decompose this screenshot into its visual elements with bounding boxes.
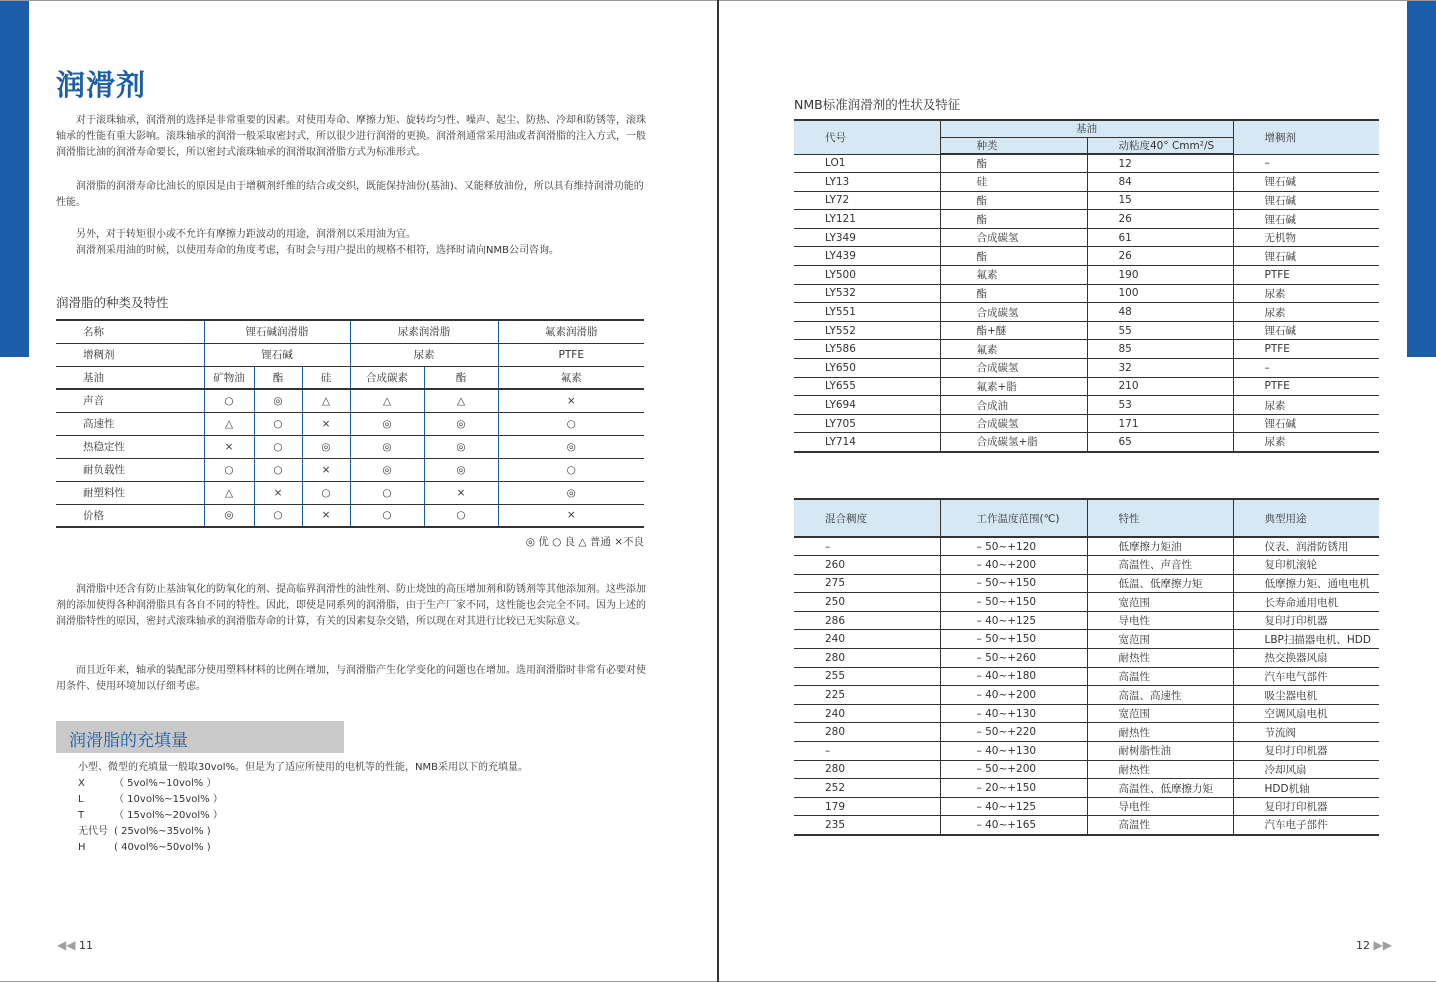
consistency-cell: 179 (794, 797, 940, 816)
rating-cell: ◎ (350, 435, 424, 458)
consistency-cell: 255 (794, 667, 940, 686)
fill-code: 无代号 (78, 826, 108, 837)
thickener-cell: 锂石碱 (1233, 210, 1379, 229)
thickener-cell: – (1233, 359, 1379, 378)
rating-cell: ○ (204, 458, 254, 481)
rating-legend: ◎ 优 ○ 良 △ 普通 ×不良 (525, 536, 644, 548)
fill-range: ( 40vol%~50vol% ) (114, 842, 211, 853)
viscosity-cell: 12 (1087, 154, 1233, 173)
thickener-cell: 尿素 (1233, 284, 1379, 303)
feature-cell: 耐树脂性油 (1087, 742, 1233, 761)
type-cell: 合成碳氢 (940, 303, 1087, 322)
usage-cell: 复印打印机器 (1233, 742, 1379, 761)
application-row (794, 630, 1379, 649)
fill-code: H (78, 842, 86, 853)
feature-cell: 高温性、声音性 (1087, 556, 1233, 575)
intro-text-4: 润滑剂采用油的时候，以使用寿命的角度考虑，有时会与用户提出的规格不相符，选择时请向NMB公司咨询。 (76, 245, 559, 256)
thickener-cell: 锂石碱 (1233, 321, 1379, 340)
page-number-left (57, 938, 93, 952)
viscosity-cell: 26 (1087, 210, 1233, 229)
code-cell: LY72 (794, 191, 940, 210)
rating-cell: ○ (204, 389, 254, 412)
grease-property-row (56, 504, 644, 527)
header-viscosity: 动粘度40° Cmm²/S (1087, 137, 1233, 154)
thickener-cell: 尿素 (1233, 396, 1379, 415)
code-cell: LY586 (794, 340, 940, 359)
intro-paragraph-3 (56, 227, 646, 259)
consistency-cell: 225 (794, 686, 940, 705)
temp-cell: – 20~+150 (940, 779, 1087, 798)
application-row (794, 574, 1379, 593)
thickener-cell: PTFE (1233, 377, 1379, 396)
consistency-cell: 240 (794, 704, 940, 723)
header-thickener: 增稠剂 (1233, 120, 1379, 154)
rating-cell: ◎ (350, 412, 424, 435)
code-cell: LY655 (794, 377, 940, 396)
code-cell: LY121 (794, 210, 940, 229)
temp-cell: – 50~+150 (940, 630, 1087, 649)
temp-cell: – 40~+130 (940, 704, 1087, 723)
rating-cell: ○ (254, 458, 302, 481)
intro-paragraph-1 (56, 113, 646, 161)
feature-cell: 宽范围 (1087, 704, 1233, 723)
viscosity-cell: 48 (1087, 303, 1233, 322)
usage-cell: 汽车电子部件 (1233, 816, 1379, 835)
property-label: 价格 (56, 504, 204, 527)
rating-cell: △ (302, 389, 350, 412)
feature-cell: 高温性 (1087, 816, 1233, 835)
temp-cell: – 40~+125 (940, 797, 1087, 816)
lubricant-row (794, 247, 1379, 266)
usage-cell: 汽车电气部件 (1233, 667, 1379, 686)
table2-body (794, 537, 1379, 835)
rating-cell: ○ (254, 435, 302, 458)
rating-cell: ○ (350, 504, 424, 527)
thickener-cell: – (1233, 154, 1379, 173)
rating-cell: ○ (498, 458, 644, 481)
grease-property-row (56, 412, 644, 435)
intro-text-2: 润滑脂的润滑寿命比油长的原因是由于增稠剂纤维的结合或交织，既能保持油份(基油)、又能释放油份，所以具有维持润滑功能的性能。 (56, 181, 644, 208)
temp-cell: – 40~+180 (940, 667, 1087, 686)
property-label: 耐塑料性 (56, 481, 204, 504)
consistency-cell: – (794, 742, 940, 761)
header-type: 种类 (940, 137, 1087, 154)
header-temp-range: 工作温度范围(℃) (940, 499, 1087, 537)
consistency-cell: 275 (794, 574, 940, 593)
feature-cell: 耐热性 (1087, 649, 1233, 668)
usage-cell: 冷却风扇 (1233, 760, 1379, 779)
thickener-cell: PTFE (498, 343, 644, 366)
type-cell: 合成碳氢 (940, 228, 1087, 247)
right-blue-bar (1407, 1, 1436, 357)
fill-amount-header (56, 721, 344, 753)
thickener-cell: 锂石碱 (1233, 247, 1379, 266)
code-cell: LY705 (794, 414, 940, 433)
application-row (794, 686, 1379, 705)
type-cell: 酯 (940, 154, 1087, 173)
lubricant-row (794, 284, 1379, 303)
application-row (794, 742, 1379, 761)
page-title: 润滑剂 (56, 68, 147, 102)
temp-cell: – 50~+220 (940, 723, 1087, 742)
rating-cell: ◎ (254, 389, 302, 412)
rating-cell: × (302, 412, 350, 435)
row-label: 名称 (56, 320, 204, 343)
type-cell: 氟素 (940, 266, 1087, 285)
feature-cell: 高温性 (1087, 667, 1233, 686)
grease-property-row (56, 458, 644, 481)
application-row (794, 704, 1379, 723)
fill-amount-title: 润滑脂的充填量 (69, 731, 188, 751)
grease-name-cell: 锂石碱润滑脂 (204, 320, 350, 343)
intro-paragraph-2 (56, 179, 646, 211)
feature-cell: 低摩擦力矩油 (1087, 537, 1233, 556)
fill-amount-row (78, 824, 528, 840)
viscosity-cell: 32 (1087, 359, 1233, 378)
type-cell: 酯 (940, 191, 1087, 210)
fill-code: T (78, 810, 85, 821)
viscosity-cell: 171 (1087, 414, 1233, 433)
feature-cell: 耐热性 (1087, 723, 1233, 742)
feature-cell: 高温、高速性 (1087, 686, 1233, 705)
code-cell: LY714 (794, 433, 940, 452)
body-paragraph-2 (56, 663, 646, 695)
base-oil-row (56, 366, 644, 389)
thickener-cell: PTFE (1233, 340, 1379, 359)
temp-cell: – 40~+125 (940, 611, 1087, 630)
application-row (794, 611, 1379, 630)
lubricant-row (794, 154, 1379, 173)
lubricant-row (794, 303, 1379, 322)
rating-cell: × (254, 481, 302, 504)
lubricant-row (794, 396, 1379, 415)
grease-name-cell: 氟素润滑脂 (498, 320, 644, 343)
temp-cell: – 40~+200 (940, 556, 1087, 575)
type-cell: 酯 (940, 247, 1087, 266)
body-paragraph-1 (56, 582, 646, 630)
consistency-cell: 280 (794, 649, 940, 668)
viscosity-cell: 26 (1087, 247, 1233, 266)
usage-cell: 吸尘器电机 (1233, 686, 1379, 705)
consistency-cell: 286 (794, 611, 940, 630)
consistency-cell: 280 (794, 760, 940, 779)
lubricant-properties-table (794, 119, 1379, 453)
row-label: 基油 (56, 366, 204, 389)
usage-cell: 复印打印机器 (1233, 611, 1379, 630)
application-row (794, 779, 1379, 798)
feature-cell: 高温性、低摩擦力矩 (1087, 779, 1233, 798)
right-arrows-icon: ▶▶ (1373, 938, 1392, 952)
usage-cell: 复印机滚轮 (1233, 556, 1379, 575)
fill-range: （ 15vol%~20vol% ） (114, 810, 223, 821)
base-oil-cell: 酯 (254, 366, 302, 389)
intro-text-1: 对于滚珠轴承，润滑剂的选择是非常重要的因素。对使用寿命、摩擦力矩、旋转均匀性、噪声、起尘、防热、冷却和防锈等，滚珠轴承的性能有重大影响。滚珠轴承的润滑一般采取密封式，所以很少进行润滑的更换。润滑剂通常采用油或者润滑脂的注入方式，一般润滑脂比油的润滑寿命要长，所以密封式滚珠轴承的润滑取润滑脂方式为标准形式。 (56, 115, 646, 158)
thickener-cell: 尿素 (1233, 433, 1379, 452)
fill-amount-row (78, 792, 528, 808)
type-cell: 酯 (940, 284, 1087, 303)
code-cell: LY13 (794, 173, 940, 192)
fill-amount-row (78, 808, 528, 824)
table1-title: NMB标准润滑剂的性状及特征 (794, 97, 961, 112)
rating-cell: × (424, 481, 498, 504)
consistency-cell: – (794, 537, 940, 556)
usage-cell: LBP扫描器电机、HDD (1233, 630, 1379, 649)
code-cell: LO1 (794, 154, 940, 173)
grease-section-title: 润滑脂的种类及特性 (56, 295, 169, 310)
temp-cell: – 40~+200 (940, 686, 1087, 705)
application-row (794, 816, 1379, 835)
left-arrows-icon: ◀◀ (57, 938, 76, 952)
lubricant-row (794, 191, 1379, 210)
type-cell: 硅 (940, 173, 1087, 192)
property-label: 热稳定性 (56, 435, 204, 458)
temp-cell: – 50~+120 (940, 537, 1087, 556)
type-cell: 氟素+脂 (940, 377, 1087, 396)
thickener-cell: 锂石碱 (1233, 173, 1379, 192)
lubricant-application-table (794, 498, 1379, 836)
fill-amount-list (78, 760, 528, 856)
page-number-text: 12 (1356, 939, 1371, 952)
thickener-cell: 锂石碱 (1233, 191, 1379, 210)
rating-cell: × (302, 458, 350, 481)
viscosity-cell: 55 (1087, 321, 1233, 340)
rating-cell: ◎ (424, 435, 498, 458)
lubricant-row (794, 228, 1379, 247)
usage-cell: 节流阀 (1233, 723, 1379, 742)
usage-cell: 长寿命通用电机 (1233, 593, 1379, 612)
consistency-cell: 250 (794, 593, 940, 612)
fill-range: （ 5vol%~10vol% ） (114, 778, 217, 789)
viscosity-cell: 100 (1087, 284, 1233, 303)
base-oil-cell: 酯 (424, 366, 498, 389)
viscosity-cell: 65 (1087, 433, 1233, 452)
lubricant-row (794, 433, 1379, 452)
thickener-cell: 锂石碱 (1233, 414, 1379, 433)
table2-header-row (794, 499, 1379, 537)
rating-cell: ◎ (498, 481, 644, 504)
temp-cell: – 50~+150 (940, 593, 1087, 612)
application-row (794, 556, 1379, 575)
viscosity-cell: 61 (1087, 228, 1233, 247)
table1-body (794, 154, 1379, 452)
application-row (794, 797, 1379, 816)
feature-cell: 导电性 (1087, 797, 1233, 816)
grease-property-row (56, 481, 644, 504)
usage-cell: 热交换器风扇 (1233, 649, 1379, 668)
type-cell: 酯+醚 (940, 321, 1087, 340)
viscosity-cell: 190 (1087, 266, 1233, 285)
code-cell: LY552 (794, 321, 940, 340)
type-cell: 合成碳氢 (940, 359, 1087, 378)
base-oil-cell: 矿物油 (204, 366, 254, 389)
base-oil-cell: 氟素 (498, 366, 644, 389)
usage-cell: 仪表、润滑防锈用 (1233, 537, 1379, 556)
rating-cell: × (498, 504, 644, 527)
left-blue-bar (0, 1, 29, 357)
page-number-right (1356, 938, 1392, 952)
grease-property-row (56, 389, 644, 412)
fill-intro: 小型、微型的充填量一般取30vol%。但是为了适应所使用的电机等的性能，NMB采用以下的充填量。 (78, 762, 529, 773)
intro-text-3: 另外，对于转矩很小或不允许有摩擦力距波动的用途，润滑剂以采用油为宜。 (76, 229, 416, 240)
feature-cell: 低温、低摩擦力矩 (1087, 574, 1233, 593)
lubricant-row (794, 377, 1379, 396)
rating-cell: △ (204, 481, 254, 504)
header-feature: 特性 (1087, 499, 1233, 537)
rating-cell: × (302, 504, 350, 527)
usage-cell: 复印打印机器 (1233, 797, 1379, 816)
fill-range: （ 10vol%~15vol% ） (114, 794, 223, 805)
thickener-cell: 无机物 (1233, 228, 1379, 247)
base-oil-cell: 硅 (302, 366, 350, 389)
rating-cell: ○ (254, 504, 302, 527)
application-row (794, 723, 1379, 742)
viscosity-cell: 15 (1087, 191, 1233, 210)
grease-table (56, 319, 644, 528)
grease-table-body (56, 389, 644, 527)
temp-cell: – 50~+260 (940, 649, 1087, 668)
code-cell: LY439 (794, 247, 940, 266)
rating-cell: ◎ (424, 412, 498, 435)
code-cell: LY694 (794, 396, 940, 415)
fill-amount-row (78, 840, 528, 856)
usage-cell: 空调风扇电机 (1233, 704, 1379, 723)
code-cell: LY500 (794, 266, 940, 285)
grease-property-row (56, 435, 644, 458)
type-cell: 合成碳氢+脂 (940, 433, 1087, 452)
viscosity-cell: 84 (1087, 173, 1233, 192)
body-text-2: 而且近年来，轴承的装配部分使用塑料材料的比例在增加，与润滑脂产生化学变化的问题也在增加。选用润滑脂时非常有必要对使用条件、使用环境加以仔细考虑。 (56, 665, 646, 692)
thickener-cell: 锂石碱 (204, 343, 350, 366)
rating-cell: ○ (350, 481, 424, 504)
application-row (794, 760, 1379, 779)
header-consistency: 混合稠度 (794, 499, 940, 537)
code-cell: LY551 (794, 303, 940, 322)
property-label: 耐负载性 (56, 458, 204, 481)
rating-cell: ◎ (424, 458, 498, 481)
rating-cell: ○ (254, 412, 302, 435)
fill-range: ( 25vol%~35vol% ) (114, 826, 211, 837)
fill-code: X (78, 778, 85, 789)
rating-cell: ◎ (498, 435, 644, 458)
header-code: 代号 (794, 120, 940, 154)
usage-cell: HDD机轴 (1233, 779, 1379, 798)
viscosity-cell: 210 (1087, 377, 1233, 396)
consistency-cell: 240 (794, 630, 940, 649)
thickener-cell: PTFE (1233, 266, 1379, 285)
grease-names-row (56, 320, 644, 343)
rating-cell: × (498, 389, 644, 412)
property-label: 声音 (56, 389, 204, 412)
type-cell: 合成油 (940, 396, 1087, 415)
feature-cell: 宽范围 (1087, 630, 1233, 649)
fill-code: L (78, 794, 84, 805)
grease-name-cell: 尿素润滑脂 (350, 320, 498, 343)
type-cell: 酯 (940, 210, 1087, 229)
code-cell: LY349 (794, 228, 940, 247)
rating-cell: × (204, 435, 254, 458)
property-label: 高速性 (56, 412, 204, 435)
viscosity-cell: 53 (1087, 396, 1233, 415)
viscosity-cell: 85 (1087, 340, 1233, 359)
feature-cell: 宽范围 (1087, 593, 1233, 612)
table1-header-row-1 (794, 120, 1379, 137)
application-row (794, 649, 1379, 668)
thickener-cell: 尿素 (350, 343, 498, 366)
type-cell: 合成碳氢 (940, 414, 1087, 433)
rating-cell: ○ (302, 481, 350, 504)
rating-cell: ○ (424, 504, 498, 527)
rating-cell: ◎ (350, 458, 424, 481)
page-number-text: 11 (78, 939, 93, 952)
application-row (794, 537, 1379, 556)
temp-cell: – 50~+200 (940, 760, 1087, 779)
lubricant-row (794, 340, 1379, 359)
feature-cell: 导电性 (1087, 611, 1233, 630)
application-row (794, 667, 1379, 686)
thickener-row (56, 343, 644, 366)
feature-cell: 耐热性 (1087, 760, 1233, 779)
lubricant-row (794, 359, 1379, 378)
header-base-oil: 基油 (940, 120, 1233, 137)
rating-cell: △ (350, 389, 424, 412)
consistency-cell: 260 (794, 556, 940, 575)
lubricant-row (794, 210, 1379, 229)
consistency-cell: 280 (794, 723, 940, 742)
consistency-cell: 235 (794, 816, 940, 835)
rating-cell: ○ (498, 412, 644, 435)
lubricant-row (794, 414, 1379, 433)
rating-cell: ◎ (302, 435, 350, 458)
body-text-1: 润滑脂中还含有防止基油氧化的防氧化的剂、提高临界润滑性的油性剂、防止烧蚀的高压增加剂和防锈剂等其他添加剂。这些添加剂的添加使得各种润滑脂具有各自不同的特性。因此，即使是同系列的润滑脂，由于生产厂家不同，这性能也会完全不同。因为上述的润滑脂特性的原因，密封式滚珠轴承的润滑脂寿命的计算，有关的因素复杂交错，所以现在对其进行比较已无实际意义。 (56, 584, 646, 627)
type-cell: 氟素 (940, 340, 1087, 359)
application-row (794, 593, 1379, 612)
lubricant-row (794, 321, 1379, 340)
code-cell: LY532 (794, 284, 940, 303)
base-oil-cell: 合成碳素 (350, 366, 424, 389)
usage-cell: 低摩擦力矩、通电电机 (1233, 574, 1379, 593)
rating-cell: ◎ (204, 504, 254, 527)
rating-cell: △ (424, 389, 498, 412)
lubricant-row (794, 266, 1379, 285)
temp-cell: – 50~+150 (940, 574, 1087, 593)
header-usage: 典型用途 (1233, 499, 1379, 537)
consistency-cell: 252 (794, 779, 940, 798)
thickener-cell: 尿素 (1233, 303, 1379, 322)
temp-cell: – 40~+130 (940, 742, 1087, 761)
temp-cell: – 40~+165 (940, 816, 1087, 835)
lubricant-row (794, 173, 1379, 192)
row-label: 增稠剂 (56, 343, 204, 366)
code-cell: LY650 (794, 359, 940, 378)
fill-rows (78, 776, 528, 856)
fill-amount-row (78, 776, 528, 792)
rating-cell: △ (204, 412, 254, 435)
